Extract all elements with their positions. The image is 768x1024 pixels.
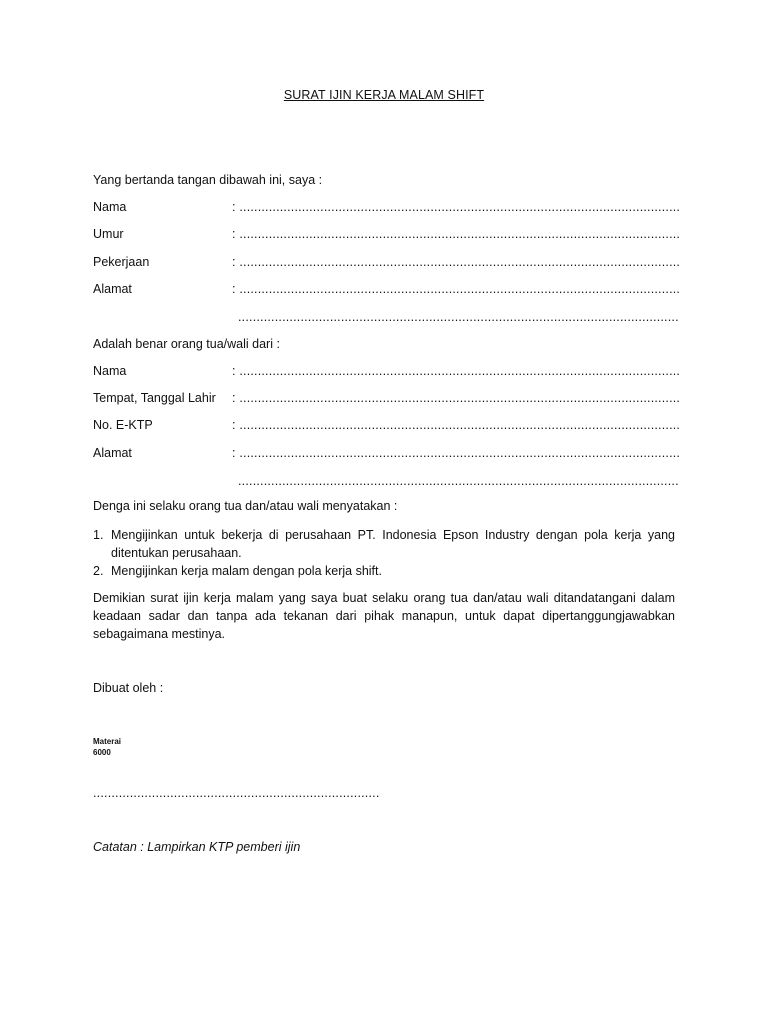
stamp-duty-note <box>93 736 121 758</box>
statement-intro-text: Denga ini selaku orang tua dan/atau wali menyatakan : <box>93 499 398 513</box>
parent-name-label: Nama <box>93 200 127 214</box>
section2-intro-text: Adalah benar orang tua/wali dari : <box>93 337 280 351</box>
statement-number: 2. <box>93 564 104 578</box>
child-address-continuation: ........................................................................................................................ <box>238 474 679 488</box>
statement-text: Mengijinkan untuk bekerja di perusahaan PT. Indonesia Epson Industry dengan pola kerja yang ditentukan perusahaan. <box>111 528 675 560</box>
attachment-note: Catatan : Lampirkan KTP pemberi ijin <box>93 840 301 854</box>
made-by-label: Dibuat oleh : <box>93 681 164 695</box>
closing-paragraph: Demikian surat ijin kerja malam yang saya buat selaku orang tua dan/atau wali ditandatangani dalam keadaan sadar dan tanpa ada tekanan dari pihak manapun, untuk dapat dipertanggungjawabkan sebagaimana mestinya. <box>93 591 675 641</box>
statement-text: Mengijinkan kerja malam dengan pola kerja shift. <box>111 564 382 578</box>
parent-address-label: Alamat <box>93 282 132 296</box>
child-ektp-label: No. E-KTP <box>93 418 153 432</box>
statement-number: 1. <box>93 528 104 542</box>
signature-line: .............................................................................. <box>93 786 380 800</box>
document-title: SURAT IJIN KERJA MALAM SHIFT <box>283 88 485 102</box>
intro-text: Yang bertanda tangan dibawah ini, saya : <box>93 173 323 187</box>
parent-occupation-field: : ........................................................................................................................ <box>232 255 681 269</box>
parent-age-label: Umur <box>93 227 124 241</box>
child-ektp-field: : ........................................................................................................................ <box>232 418 681 432</box>
stamp-line-1: Materai <box>93 737 122 746</box>
child-birth-field: : ........................................................................................................................ <box>232 391 681 405</box>
parent-address-continuation: ........................................................................................................................ <box>238 310 679 324</box>
parent-name-field: : ........................................................................................................................ <box>232 200 681 214</box>
child-address-field: : ........................................................................................................................ <box>232 446 681 460</box>
child-birth-label: Tempat, Tanggal Lahir <box>93 391 216 405</box>
parent-address-field: : ........................................................................................................................ <box>232 282 681 296</box>
parent-occupation-label: Pekerjaan <box>93 255 150 269</box>
stamp-line-2: 6000 <box>93 748 111 757</box>
child-name-label: Nama <box>93 364 127 378</box>
child-address-label: Alamat <box>93 446 132 460</box>
statement-item-1 <box>93 526 675 562</box>
child-name-field: : ........................................................................................................................ <box>232 364 681 378</box>
parent-age-field: : ........................................................................................................................ <box>232 227 681 241</box>
statement-item-2 <box>93 562 675 580</box>
